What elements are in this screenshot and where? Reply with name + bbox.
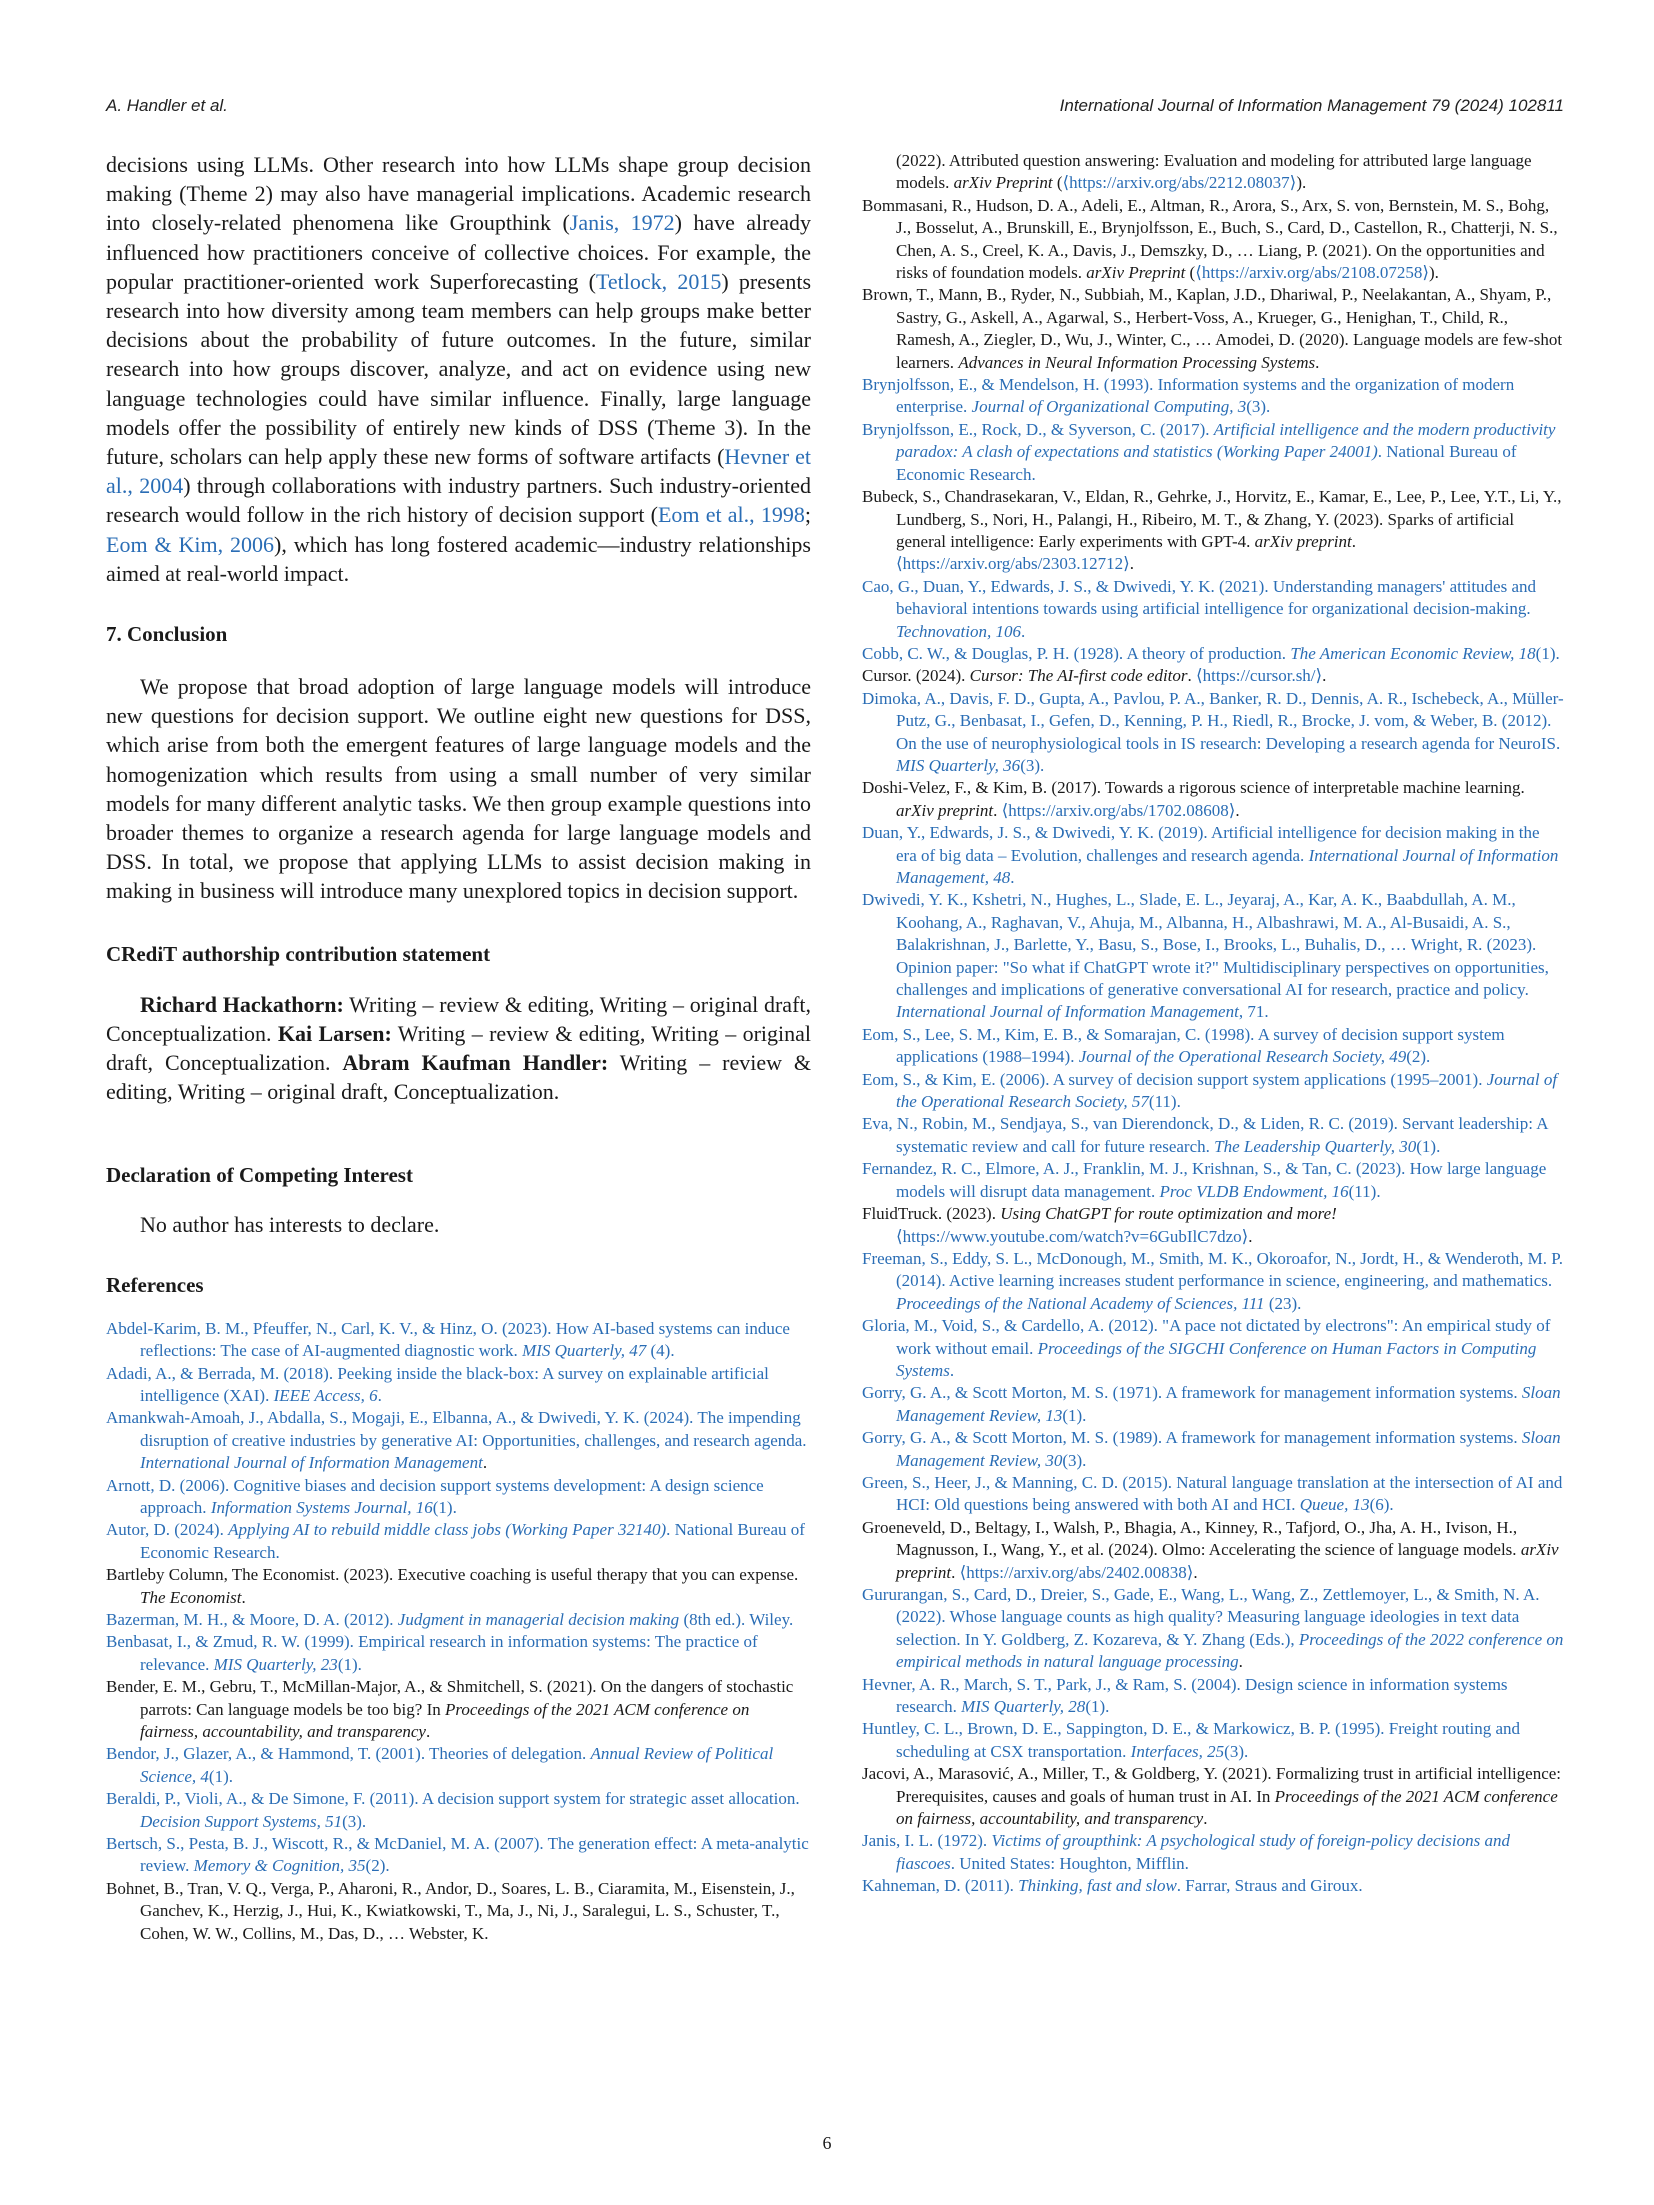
right-column — [862, 150, 1564, 1898]
competing-interest-heading: Declaration of Competing Interest — [106, 1163, 413, 1188]
reference-text: Brown, T., Mann, B., Ryder, N., Subbiah, M., Kaplan, J.D., Dhariwal, P., Neelakantan, A., Shyam, P., Sastry, G., Askell, A., Agarwal, S., Herbert-Voss, A., Krueger, G., Henighan, T., Child, R., Ramesh, A., Ziegler, D., Wu, J., Winter, C., … Amodei, D. (2020). Language models are few-shot learners. — [862, 285, 1563, 372]
reference-text: (11). — [1148, 1092, 1181, 1112]
credit-heading: CRediT authorship contribution statement — [106, 941, 491, 966]
reference-text: Brynjolfsson, E., & Mendelson, H. (1993). Information systems and the organization of modern enterprise. — [862, 375, 1515, 417]
reference-text: (8th ed.). Wiley. — [679, 1609, 794, 1629]
reference-text: FluidTruck. (2023). — [862, 1204, 1001, 1224]
reference-source: International Journal of Information Management — [896, 1002, 1239, 1022]
reference-source: Journal of Organizational Computing, 3 — [971, 397, 1247, 417]
reference-text: Huntley, C. L., Brown, D. E., Sappington, D. E., & Markowicz, B. P. (1995). Freight routing and scheduling at CSX transportation. — [862, 1719, 1521, 1761]
reference-text: (6). — [1369, 1495, 1394, 1515]
reference-entry[interactable] — [862, 822, 1564, 889]
reference-source: The Leadership Quarterly, 30 — [1214, 1136, 1417, 1156]
reference-source: arXiv Preprint — [953, 173, 1053, 193]
reference-entry[interactable] — [862, 1315, 1564, 1382]
reference-text: (11). — [1348, 1181, 1381, 1201]
reference-entry[interactable] — [862, 889, 1564, 1023]
author-name: Kai Larsen: — [277, 1020, 392, 1046]
reference-text: (2). — [1406, 1047, 1431, 1067]
reference-entry — [862, 150, 1564, 195]
competing-interest-text: No author has interests to declare. — [140, 1212, 440, 1238]
reference-source: arXiv Preprint — [1086, 263, 1186, 283]
paragraph-text: ) presents research into how diversity among team members can help groups make better decisions about the probability of future outcomes. In the future, similar research into how groups discover, analyze, and act on evidence using new language technologies could have similar influence. Finally, large language models offer the possibility of entirely new kinds of DSS (Theme 3). In the future, scholars can help apply these new forms of software artifacts ( — [106, 268, 812, 470]
reference-text: Doshi-Velez, F., & Kim, B. (2017). Towards a rigorous science of interpretable machine learning. — [862, 778, 1525, 798]
reference-text: . National Bureau of Economic Research. — [896, 442, 1517, 484]
reference-url-link[interactable]: ⟨https://arxiv.org/abs/1702.08608⟩ — [1001, 800, 1236, 820]
reference-source: Interfaces, 25 — [1130, 1741, 1225, 1761]
contribution-text: Writing – review & editing, Writing – original draft, Conceptualization. — [106, 991, 812, 1046]
citation-link[interactable]: Eom & Kim, 2006 — [106, 531, 275, 557]
references-heading: References — [106, 1272, 204, 1297]
reference-entry[interactable] — [862, 1472, 1564, 1517]
reference-source: arXiv preprint — [1254, 531, 1352, 551]
paragraph-text: ), which has long fostered academic—industry relationships aimed at real-world impact. — [106, 531, 811, 586]
reference-text: . — [1238, 1652, 1243, 1672]
reference-entry — [862, 486, 1564, 576]
reference-text: (4). — [646, 1341, 675, 1361]
reference-entry[interactable] — [106, 1743, 811, 1788]
reference-source: arXiv preprint — [896, 800, 994, 820]
reference-entry — [862, 665, 1564, 687]
reference-entry[interactable] — [862, 1024, 1564, 1069]
reference-text: Groeneveld, D., Beltagy, I., Walsh, P., Bhagia, A., Kinney, R., Tafjord, O., Jha, A. H., Ivison, H., Magnusson, I., Wang, Y., et al. (2024). Olmo: Accelerating the science of language models. — [862, 1517, 1521, 1560]
reference-entry[interactable] — [862, 374, 1564, 419]
reference-url-link[interactable]: ⟨https://cursor.sh/⟩ — [1196, 666, 1323, 686]
reference-entry[interactable] — [106, 1407, 811, 1474]
reference-text: Adadi, A., & Berrada, M. (2018). Peeking inside the black-box: A survey on explainable artificial intelligence (XAI). — [106, 1363, 769, 1405]
reference-text: (3). — [1224, 1741, 1249, 1761]
reference-source: Proceedings of the National Academy of Sciences, 111 — [896, 1293, 1265, 1313]
reference-source: Annual Review of Political Science, 4 — [140, 1744, 774, 1786]
reference-text: Gururangan, S., Card, D., Dreier, S., Gade, E., Wang, L., Wang, Z., Zettlemoyer, L., & Smith, N. A. (2022). Whose language counts as high quality? Measuring language ideologies in text data selection. In Y. Goldberg, Z. Kozareva, & Y. Zhang (Eds.), — [862, 1585, 1540, 1649]
citation-link[interactable]: Janis, 1972 — [569, 210, 675, 236]
reference-entry[interactable] — [862, 1158, 1564, 1203]
reference-source: Artificial intelligence and the modern productivity paradox: A clash of expectations and statistics (Working Paper 24001) — [896, 419, 1556, 462]
header-journal: International Journal of Information Management 79 (2024) 102811 — [1059, 96, 1564, 115]
reference-text: Kahneman, D. (2011). — [862, 1876, 1019, 1896]
reference-entry — [862, 777, 1564, 822]
reference-entry[interactable] — [862, 1248, 1564, 1315]
reference-text: Fernandez, R. C., Elmore, A. J., Franklin, M. J., Krishnan, S., & Tan, C. (2023). How large language models will disrupt data management. — [862, 1159, 1547, 1201]
reference-text: Freeman, S., Eddy, S. L., McDonough, M., Smith, M. K., Okoroafor, N., Jordt, H., & Wenderoth, M. P. (2014). Active learning increases student performance in science, engineering, and mathematics. — [862, 1248, 1564, 1291]
reference-text: . — [1020, 621, 1026, 641]
reference-entry[interactable] — [106, 1833, 811, 1878]
reference-text: Gorry, G. A., & Scott Morton, M. S. (1971). A framework for management information systems. — [862, 1383, 1522, 1403]
reference-text: . — [1235, 800, 1240, 820]
reference-source: Proceedings of the 2022 conference on empirical methods in natural language processing — [896, 1629, 1564, 1672]
reference-text: Brynjolfsson, E., Rock, D., & Syverson, C. (2017). — [862, 419, 1214, 439]
paragraph-text: ; — [804, 502, 811, 528]
reference-source: Cursor: The AI-first code editor — [969, 666, 1188, 686]
reference-text: (3). — [1020, 755, 1045, 775]
reference-source: Decision Support Systems, 51 — [140, 1811, 343, 1831]
reference-entry[interactable] — [862, 688, 1564, 778]
reference-source: Proceedings of the 2021 ACM conference on fairness, accountability, and transparency — [140, 1699, 750, 1741]
reference-entry — [862, 1517, 1564, 1584]
reference-text: . — [1322, 666, 1327, 686]
reference-entry[interactable] — [106, 1363, 811, 1408]
reference-text: Bubeck, S., Chandrasekaran, V., Eldan, R., Gehrke, J., Horvitz, E., Kamar, E., Lee, P., Lee, Y.T., Li, Y., Lundberg, S., Nori, H., Palangi, H., Ribeiro, M. T., & Zhang, Y. (2023). Sparks of artificial general intelligence: Early experiments with GPT-4. — [862, 487, 1562, 551]
reference-text: . — [993, 800, 1002, 820]
credit-paragraph — [106, 990, 811, 1107]
reference-text: Bazerman, M. H., & Moore, D. A. (2012). — [106, 1609, 398, 1629]
reference-text: Eom, S., Lee, S. M., Kim, E. B., & Somarajan, C. (1998). A survey of decision support system applications (1988–1994). — [862, 1024, 1505, 1067]
paragraph-text: ) through collaborations with industry partners. Such industry-oriented research would follow in the rich history of decision support ( — [106, 473, 811, 528]
reference-source: Memory & Cognition, 35 — [193, 1856, 366, 1876]
reference-entry[interactable] — [106, 1788, 811, 1833]
conclusion-heading: 7. Conclusion — [106, 622, 228, 647]
reference-text: ( — [1052, 173, 1063, 193]
reference-text: Gorry, G. A., & Scott Morton, M. S. (1989). A framework for management information systems. — [862, 1428, 1522, 1448]
reference-text: (1). — [1535, 643, 1560, 663]
reference-entry[interactable] — [106, 1609, 811, 1631]
reference-entry[interactable] — [862, 1113, 1564, 1158]
reference-source: Queue, 13 — [1299, 1495, 1370, 1515]
reference-source: Sloan Management Review, 30 — [896, 1428, 1561, 1470]
reference-text: Duan, Y., Edwards, J. S., & Dwivedi, Y. K. (2019). Artificial intelligence for decision making in the era of big data – Evolution, challenges and research agenda. — [862, 823, 1540, 865]
reference-text: . — [1351, 531, 1357, 551]
reference-text: Gloria, M., Void, S., & Cardello, A. (2012). "A pace not dictated by electrons": An empirical study of work without email. — [862, 1316, 1551, 1358]
reference-entry[interactable] — [862, 1830, 1564, 1875]
reference-text: (1). — [432, 1497, 457, 1517]
reference-url-link[interactable]: ⟨https://arxiv.org/abs/2402.00838⟩ — [959, 1562, 1194, 1582]
reference-text: (1). — [208, 1766, 233, 1786]
reference-entry[interactable] — [862, 1875, 1564, 1897]
reference-text: . — [1010, 868, 1015, 887]
citation-link[interactable]: Eom et al., 1998 — [657, 502, 805, 528]
reference-text: Cao, G., Duan, Y., Edwards, J. S., & Dwivedi, Y. K. (2021). Understanding managers' attitudes and behavioral intentions towards using artificial intelligence for organizational decision-making. — [862, 576, 1536, 619]
reference-entry — [862, 1763, 1564, 1830]
reference-entry[interactable] — [106, 1519, 811, 1564]
running-header — [106, 96, 1564, 120]
contribution-text: Writing – review & editing, Writing – original draft, Conceptualization. — [106, 1050, 812, 1105]
reference-entry — [106, 1564, 811, 1609]
reference-text: Cursor. (2024). — [862, 666, 970, 686]
reference-source: Using ChatGPT for route optimization and more! — [1000, 1204, 1337, 1224]
reference-text: (2). — [365, 1856, 390, 1876]
reference-source: The American Economic Review, 18 — [1290, 643, 1536, 663]
reference-entry[interactable] — [862, 1382, 1564, 1427]
reference-text: . Farrar, Straus and Giroux. — [1176, 1876, 1363, 1896]
reference-entry[interactable] — [862, 1674, 1564, 1719]
left-column — [106, 150, 811, 1945]
conclusion-paragraph: We propose that broad adoption of large language models will introduce new questions for decision support. We outline eight new questions for DSS, which arise from both the emergent features of large language models and the homogenization which results from using a small number of very similar models for many different analytic tasks. We then group example questions into broader themes to organize a research agenda for large language models and DSS. In total, we propose that applying LLMs to assist decision making in making in business will introduce many unexplored topics in decision support. — [106, 674, 811, 904]
reference-text: (1). — [1416, 1136, 1441, 1156]
author-name: Richard Hackathorn: — [140, 991, 344, 1017]
reference-source: IEEE Access, 6 — [273, 1385, 378, 1405]
reference-source: Proc VLDB Endowment, 16 — [1159, 1181, 1349, 1201]
reference-entry[interactable] — [106, 1631, 811, 1676]
reference-source: Proceedings of the 2021 ACM conference on fairness, accountability, and transparency — [896, 1786, 1558, 1829]
reference-source: Victims of groupthink: A psychological study of foreign-policy decisions and fiascoes — [896, 1831, 1510, 1873]
reference-url-link[interactable]: ⟨https://www.youtube.com/watch?v=6GubIlC7dzo⟩ — [896, 1226, 1249, 1246]
reference-text: Bertsch, S., Pesta, B. J., Wiscott, R., & McDaniel, M. A. (2007). The generation effect: A meta-analytic review. — [106, 1834, 809, 1876]
reference-text: Dwivedi, Y. K., Kshetri, N., Hughes, L., Slade, E. L., Jeyaraj, A., Kar, A. K., Baabdullah, A. M., Koohang, A., Raghavan, V., Ahuja, M., Albanna, H., Albashrawi, M. A., Al-Busaidi, A. S., Balakrishnan, J., Barlette, Y., Basu, S., Bose, I., Brooks, L., Buhalis, D., … Wright, R. (2023). Opinion paper: "So what if ChatGPT wrote it?" Multidisciplinary perspectives on opportunities, challenges and implications of generative conversational AI for research, practice and policy. — [862, 890, 1549, 1000]
reference-source: Judgment in managerial decision making — [397, 1609, 680, 1629]
reference-text: . — [949, 1360, 955, 1380]
reference-source: Sloan Management Review, 13 — [896, 1383, 1561, 1425]
reference-text: . — [951, 1562, 960, 1582]
reference-source: MIS Quarterly, 23 — [213, 1654, 338, 1674]
reference-text: . United States: Houghton, Mifflin. — [950, 1853, 1189, 1873]
reference-source: International Journal of Information Management, 48 — [896, 845, 1559, 887]
paragraph-text: decisions using LLMs. Other research into how LLMs shape group decision making (Theme 2) may also have managerial implications. Academic research into closely-related phenomena like Groupthink ( — [106, 152, 811, 236]
reference-text: . — [1315, 352, 1320, 372]
reference-source: Technovation, 106 — [896, 621, 1021, 641]
reference-entry[interactable] — [862, 643, 1564, 665]
reference-text: Janis, I. L. (1972). — [862, 1831, 992, 1851]
reference-text: , 71. — [1238, 1002, 1269, 1022]
reference-text: ). — [1296, 173, 1307, 193]
reference-text: . — [482, 1453, 488, 1473]
reference-entry — [862, 284, 1564, 374]
reference-text: Dimoka, A., Davis, F. D., Gupta, A., Pavlou, P. A., Banker, R. D., Dennis, A. R., Ischebeck, A., Müller-Putz, G., Benbasat, I., Gefen, D., Kenning, P. H., Riedl, R., Brocke, J. vom, & Weber, B. (2012). On the use of neurophysiological tools in IS research: Developing a research agenda for NeuroIS. — [862, 688, 1564, 753]
reference-entry[interactable] — [862, 1427, 1564, 1472]
reference-entry[interactable] — [862, 576, 1564, 643]
reference-text: Eom, S., & Kim, E. (2006). A survey of decision support system applications (1995–2001). — [862, 1069, 1487, 1089]
reference-source: arXiv preprint — [896, 1540, 1559, 1582]
reference-source: Applying AI to rebuild middle class jobs (Working Paper 32140) — [228, 1520, 667, 1540]
reference-text: Eva, N., Robin, M., Sendjaya, S., van Dierendonck, D., & Liden, R. C. (2019). Servant leadership: A systematic review and call for future research. — [862, 1114, 1548, 1156]
discussion-paragraph — [106, 150, 811, 588]
header-authors: A. Handler et al. — [106, 96, 228, 115]
paragraph-text: ) have already influenced how practitioners conceive of collective choices. For example, the popular practitioner-oriented work Superforecasting ( — [106, 210, 812, 294]
reference-text: Bartleby Column, The Economist. (2023). Executive coaching is useful therapy that you can expense. — [106, 1565, 799, 1585]
author-name: Abram Kaufman Handler: — [342, 1050, 609, 1076]
reference-text: Benbasat, I., & Zmud, R. W. (1999). Empirical research in information systems: The practice of relevance. — [106, 1632, 758, 1674]
reference-source: MIS Quarterly, 36 — [896, 755, 1021, 775]
citation-link[interactable]: Hevner et al., 2004 — [106, 444, 812, 499]
reference-text: . — [377, 1385, 382, 1405]
reference-entry — [106, 1676, 811, 1743]
reference-text: Bendor, J., Glazer, A., & Hammond, T. (2001). Theories of delegation. — [106, 1744, 591, 1764]
reference-text: . — [425, 1722, 431, 1741]
reference-entry[interactable] — [106, 1318, 811, 1363]
reference-text: Hevner, A. R., March, S. T., Park, J., & Ram, S. (2004). Design science in information systems research. — [862, 1674, 1508, 1717]
reference-entry — [862, 195, 1564, 285]
contribution-text: Writing – review & editing, Writing – original draft, Conceptualization. — [106, 1020, 812, 1076]
reference-url-link[interactable]: ⟨https://arxiv.org/abs/2212.08037⟩ — [1062, 173, 1297, 193]
reference-source: Advances in Neural Information Processing Systems — [958, 352, 1316, 372]
reference-source: The Economist — [140, 1587, 242, 1607]
reference-text: . — [1129, 554, 1135, 574]
reference-source: Journal of the Operational Research Society, 57 — [896, 1069, 1558, 1112]
reference-source: Journal of the Operational Research Society, 49 — [1078, 1047, 1407, 1067]
reference-entry[interactable] — [862, 419, 1564, 486]
reference-text: (1). — [1085, 1697, 1110, 1717]
reference-source: MIS Quarterly, 28 — [961, 1697, 1086, 1717]
reference-entry[interactable] — [862, 1069, 1564, 1114]
reference-url-link[interactable]: ⟨https://arxiv.org/abs/2303.12712⟩ — [896, 554, 1130, 574]
reference-list-left — [106, 1318, 811, 1945]
reference-text: (3). — [1246, 397, 1271, 417]
reference-text: (1). — [1062, 1405, 1087, 1425]
reference-entry — [106, 1878, 811, 1945]
reference-text: ). — [1429, 263, 1439, 283]
reference-source: Proceedings of the SIGCHI Conference on Human Factors in Computing Systems — [896, 1338, 1537, 1380]
reference-text: Jacovi, A., Marasović, A., Miller, T., & Goldberg, Y. (2021). Formalizing trust in artificial intelligence: Prerequisites, causes and goals of human trust in AI. In — [862, 1764, 1562, 1806]
reference-source: Information Systems Journal, 16 — [210, 1497, 433, 1517]
page-number: 6 — [822, 2133, 832, 2153]
reference-source: International Journal of Information Management — [140, 1453, 483, 1473]
reference-text: (3). — [342, 1811, 367, 1831]
reference-entry[interactable] — [106, 1475, 811, 1520]
reference-text: Green, S., Heer, J., & Manning, C. D. (2015). Natural language translation at the intersection of AI and HCI: Old questions being answered with both AI and HCI. — [862, 1472, 1563, 1515]
reference-text: . — [1203, 1809, 1208, 1829]
reference-text: Bommasani, R., Hudson, D. A., Adeli, E., Altman, R., Arora, S., Arx, S. von, Bernstein, M. S., Bohg, J., Bosselut, A., Brunskill, E., Brynjolfsson, E., Buch, S., Card, D., Castellon, R., Chatterji, N. S., Chen, A. S., Creel, K. A., Davis, J., Demszky, D., … Liang, P. (2021). On the opportunities and risks of foundation models. — [862, 195, 1558, 283]
reference-text: Beraldi, P., Violi, A., & De Simone, F. (2011). A decision support system for strategic asset allocation. — [106, 1789, 800, 1809]
reference-text: Amankwah-Amoah, J., Abdalla, S., Mogaji, E., Elbanna, A., & Dwivedi, Y. K. (2024). The impending disruption of creative industries by generative AI: Opportunities, challenges, and research agenda. — [106, 1408, 807, 1450]
reference-text: (23). — [1264, 1293, 1302, 1313]
reference-url-link[interactable]: ⟨https://arxiv.org/abs/2108.07258⟩ — [1195, 263, 1430, 283]
reference-source: MIS Quarterly, 47 — [522, 1341, 647, 1361]
reference-text: Arnott, D. (2006). Cognitive biases and decision support systems development: A design science approach. — [106, 1475, 764, 1517]
reference-text: . — [1187, 666, 1197, 686]
reference-text: Autor, D. (2024). — [106, 1520, 229, 1540]
reference-text: (1). — [337, 1654, 362, 1674]
reference-text: ( — [1185, 263, 1196, 283]
reference-text: Bohnet, B., Tran, V. Q., Verga, P., Aharoni, R., Andor, D., Soares, L. B., Ciaramita, M., Eisenstein, J., Ganchev, K., Herzig, J., Hui, K., Kwiatkowski, T., Ma, J., Ni, J., Saralegui, L. S., Schuster, T., Cohen, W. W., Collins, M., Das, D., … Webster, K. — [106, 1878, 795, 1943]
reference-entry — [862, 1203, 1564, 1248]
reference-text: . — [1248, 1226, 1253, 1246]
reference-entry[interactable] — [862, 1718, 1564, 1763]
reference-text: . — [1193, 1562, 1198, 1582]
reference-text: Cobb, C. W., & Douglas, P. H. (1928). A theory of production. — [862, 643, 1291, 663]
reference-text: (3). — [1062, 1450, 1087, 1470]
reference-source: Thinking, fast and slow — [1018, 1876, 1177, 1896]
reference-text: Bender, E. M., Gebru, T., McMillan-Major, A., & Shmitchell, S. (2021). On the dangers of stochastic parrots: Can language models be too big? In — [106, 1677, 794, 1719]
reference-text: . — [241, 1587, 246, 1607]
reference-entry[interactable] — [862, 1584, 1564, 1674]
reference-text: (2022). Attributed question answering: Evaluation and modeling for attributed large language models. — [896, 151, 1532, 193]
reference-text: . National Bureau of Economic Research. — [140, 1520, 805, 1562]
reference-list-right — [862, 150, 1564, 1898]
citation-link[interactable]: Tetlock, 2015 — [596, 268, 722, 294]
reference-text: Abdel-Karim, B. M., Pfeuffer, N., Carl, K. V., & Hinz, O. (2023). How AI-based systems can induce reflections: The case of AI-augmented diagnostic work. — [106, 1318, 790, 1361]
